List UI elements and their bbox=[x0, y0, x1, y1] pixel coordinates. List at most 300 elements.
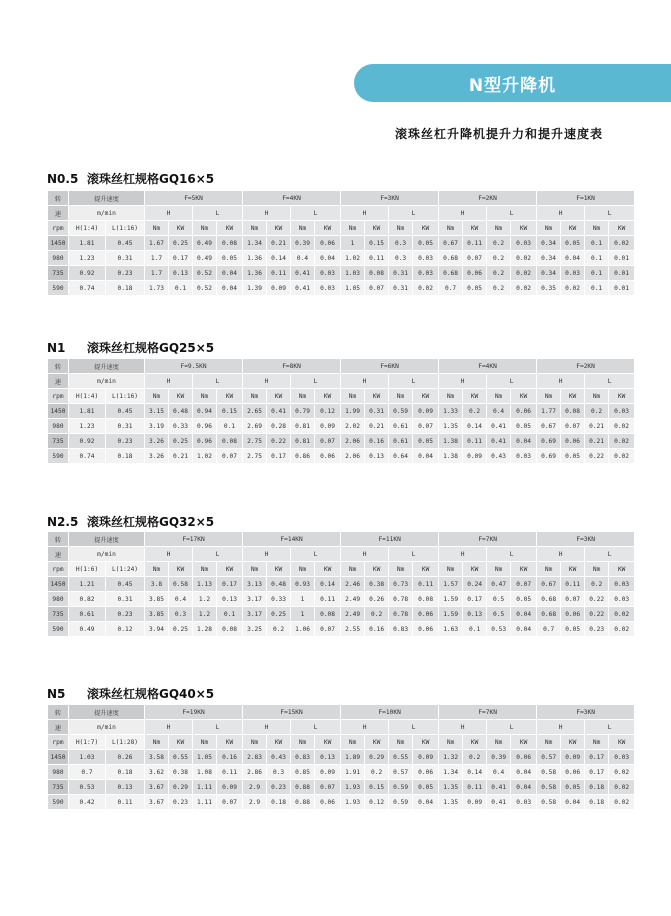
value-cell: 2.02 bbox=[341, 419, 364, 433]
value-cell: 0.17 bbox=[585, 765, 608, 779]
force-header: F=11KN bbox=[341, 532, 438, 546]
value-cell: 0.03 bbox=[413, 251, 438, 265]
value-cell: 1.7 bbox=[145, 251, 168, 265]
value-cell: 0.78 bbox=[389, 607, 412, 621]
speed-value: 1450 bbox=[48, 577, 68, 591]
force-header: F=2KN bbox=[537, 359, 634, 373]
nm-header: Nm bbox=[291, 389, 314, 403]
value-cell: 0.59 bbox=[389, 795, 412, 809]
value-cell: 0.03 bbox=[609, 404, 634, 418]
value-cell: 0.1 bbox=[585, 236, 608, 250]
nm-header: Nm bbox=[537, 562, 560, 576]
value-cell: 1.13 bbox=[193, 577, 216, 591]
value-cell: 0.12 bbox=[365, 795, 388, 809]
lift-speed-label: 提升速度 bbox=[69, 359, 144, 373]
value-cell: 0.17 bbox=[463, 592, 486, 606]
value-cell: 0.3 bbox=[267, 765, 290, 779]
value-cell: 0.13 bbox=[315, 750, 340, 764]
value-cell: 0.2 bbox=[463, 404, 486, 418]
value-cell: 1 bbox=[291, 592, 314, 606]
value-cell: 0.52 bbox=[193, 266, 216, 280]
value-cell: 3.25 bbox=[243, 622, 266, 636]
ratio-l: L(1:28) bbox=[106, 735, 144, 749]
value-cell: 0.04 bbox=[413, 449, 438, 463]
value-cell: 0.02 bbox=[609, 236, 634, 250]
section-name: 滚珠丝杠规格GQ25×5 bbox=[87, 341, 215, 355]
kw-header: KW bbox=[609, 221, 634, 235]
table-row bbox=[48, 434, 634, 448]
value-cell: 0.23 bbox=[169, 795, 192, 809]
value-cell: 0.13 bbox=[169, 266, 192, 280]
ratio-h: H(1:4) bbox=[69, 389, 105, 403]
h-header: H bbox=[439, 374, 486, 388]
speed-unit: m/min bbox=[69, 720, 144, 734]
value-cell: 0.48 bbox=[267, 577, 290, 591]
force-header: F=7KN bbox=[439, 705, 536, 719]
value-cell: 0.55 bbox=[169, 750, 192, 764]
value-cell: 0.2 bbox=[487, 266, 510, 280]
value-cell: 0.02 bbox=[609, 449, 634, 463]
h-header: H bbox=[243, 374, 290, 388]
value-cell: 0.58 bbox=[537, 765, 560, 779]
value-cell: 0.33 bbox=[169, 419, 192, 433]
lift-speed-l: 0.31 bbox=[106, 592, 144, 606]
speed-value: 980 bbox=[48, 765, 68, 779]
value-cell: 0.09 bbox=[315, 765, 340, 779]
value-cell: 3.85 bbox=[145, 592, 168, 606]
value-cell: 0.41 bbox=[487, 434, 510, 448]
value-cell: 0.22 bbox=[585, 449, 608, 463]
value-cell: 1.28 bbox=[193, 622, 216, 636]
force-header: F=1KN bbox=[537, 191, 634, 205]
l-header: L bbox=[389, 720, 438, 734]
value-cell: 0.07 bbox=[217, 449, 242, 463]
lift-speed-h: 1.03 bbox=[69, 750, 105, 764]
h-header: H bbox=[243, 720, 290, 734]
value-cell: 0.09 bbox=[267, 281, 290, 295]
value-cell: 0.07 bbox=[463, 251, 486, 265]
value-cell: 0.22 bbox=[267, 434, 290, 448]
section-title bbox=[47, 513, 214, 530]
value-cell: 0.38 bbox=[365, 577, 388, 591]
l-header: L bbox=[193, 206, 242, 220]
lift-speed-h: 0.53 bbox=[69, 780, 105, 794]
value-cell: 0.07 bbox=[315, 622, 340, 636]
speed-value: 1450 bbox=[48, 404, 68, 418]
nm-header: Nm bbox=[389, 562, 412, 576]
value-cell: 0.41 bbox=[487, 795, 510, 809]
value-cell: 0.05 bbox=[413, 434, 438, 448]
value-cell: 0.09 bbox=[463, 449, 486, 463]
value-cell: 1.59 bbox=[439, 607, 462, 621]
lift-speed-h: 1.21 bbox=[69, 577, 105, 591]
l-header: L bbox=[389, 374, 438, 388]
ratio-h: H(1:7) bbox=[69, 735, 105, 749]
kw-header: KW bbox=[169, 562, 192, 576]
value-cell: 0.69 bbox=[537, 434, 560, 448]
l-header: L bbox=[291, 547, 340, 561]
value-cell: 0.09 bbox=[315, 419, 340, 433]
value-cell: 1 bbox=[291, 607, 314, 621]
kw-header: KW bbox=[413, 735, 438, 749]
value-cell: 0.07 bbox=[413, 419, 438, 433]
value-cell: 0.16 bbox=[365, 622, 388, 636]
value-cell: 0.25 bbox=[267, 607, 290, 621]
force-header: F=3KN bbox=[341, 191, 438, 205]
h-header: H bbox=[243, 547, 290, 561]
value-cell: 0.05 bbox=[463, 281, 486, 295]
h-header: H bbox=[145, 374, 192, 388]
value-cell: 1.35 bbox=[439, 780, 462, 794]
lift-speed-h: 0.49 bbox=[69, 622, 105, 636]
value-cell: 0.13 bbox=[463, 607, 486, 621]
force-header: F=7KN bbox=[439, 532, 536, 546]
nm-header: Nm bbox=[487, 735, 510, 749]
h-header: H bbox=[537, 206, 584, 220]
table-row bbox=[48, 622, 634, 636]
value-cell: 0.21 bbox=[267, 236, 290, 250]
lift-speed-l: 0.23 bbox=[106, 607, 144, 621]
value-cell: 0.06 bbox=[315, 236, 340, 250]
value-cell: 0.24 bbox=[463, 577, 486, 591]
h-header: H bbox=[243, 206, 290, 220]
lift-speed-h: 0.42 bbox=[69, 795, 105, 809]
l-header: L bbox=[193, 547, 242, 561]
l-header: L bbox=[487, 547, 536, 561]
nm-header: Nm bbox=[487, 389, 510, 403]
speed-label-top: 转 bbox=[48, 359, 68, 373]
value-cell: 0.5 bbox=[487, 592, 510, 606]
value-cell: 1.05 bbox=[193, 750, 216, 764]
value-cell: 0.94 bbox=[193, 404, 216, 418]
value-cell: 3.26 bbox=[145, 434, 168, 448]
value-cell: 0.08 bbox=[413, 592, 438, 606]
value-cell: 0.05 bbox=[413, 236, 438, 250]
table-row bbox=[48, 795, 634, 809]
lift-speed-l: 0.23 bbox=[106, 434, 144, 448]
value-cell: 0.06 bbox=[315, 795, 340, 809]
speed-value: 590 bbox=[48, 622, 68, 636]
kw-header: KW bbox=[463, 562, 486, 576]
value-cell: 0.1 bbox=[585, 281, 608, 295]
value-cell: 0.68 bbox=[537, 607, 560, 621]
value-cell: 0.07 bbox=[315, 434, 340, 448]
lift-speed-h: 0.7 bbox=[69, 765, 105, 779]
value-cell: 0.06 bbox=[561, 434, 584, 448]
value-cell: 0.06 bbox=[511, 750, 536, 764]
lift-speed-label: 提升速度 bbox=[69, 191, 144, 205]
value-cell: 0.03 bbox=[561, 266, 584, 280]
section-title bbox=[47, 170, 214, 187]
value-cell: 0.16 bbox=[217, 750, 242, 764]
lift-speed-l: 0.45 bbox=[106, 577, 144, 591]
value-cell: 0.03 bbox=[511, 449, 536, 463]
value-cell: 0.34 bbox=[537, 236, 560, 250]
force-header: F=4KN bbox=[439, 359, 536, 373]
value-cell: 0.88 bbox=[291, 780, 314, 794]
speed-value: 1450 bbox=[48, 750, 68, 764]
value-cell: 2.06 bbox=[341, 434, 364, 448]
value-cell: 1.02 bbox=[193, 449, 216, 463]
kw-header: KW bbox=[365, 562, 388, 576]
l-header: L bbox=[585, 547, 634, 561]
value-cell: 0.06 bbox=[315, 449, 340, 463]
table-row bbox=[48, 607, 634, 621]
kw-header: KW bbox=[267, 389, 290, 403]
value-cell: 0.1 bbox=[463, 622, 486, 636]
value-cell: 0.78 bbox=[389, 592, 412, 606]
kw-header: KW bbox=[365, 389, 388, 403]
value-cell: 0.05 bbox=[561, 449, 584, 463]
value-cell: 3.26 bbox=[145, 449, 168, 463]
h-header: H bbox=[439, 547, 486, 561]
value-cell: 0.4 bbox=[291, 251, 314, 265]
nm-header: Nm bbox=[487, 221, 510, 235]
value-cell: 2.65 bbox=[243, 404, 266, 418]
kw-header: KW bbox=[561, 562, 584, 576]
l-header: L bbox=[585, 374, 634, 388]
value-cell: 0.7 bbox=[537, 622, 560, 636]
table-row bbox=[48, 236, 634, 250]
kw-header: KW bbox=[511, 735, 536, 749]
value-cell: 0.18 bbox=[585, 780, 608, 794]
speed-value: 590 bbox=[48, 795, 68, 809]
kw-header: KW bbox=[365, 735, 388, 749]
value-cell: 0.33 bbox=[267, 592, 290, 606]
value-cell: 0.67 bbox=[537, 577, 560, 591]
value-cell: 0.69 bbox=[537, 449, 560, 463]
l-header: L bbox=[291, 720, 340, 734]
value-cell: 0.07 bbox=[561, 592, 584, 606]
value-cell: 3.58 bbox=[145, 750, 168, 764]
speed-value: 590 bbox=[48, 281, 68, 295]
value-cell: 0.02 bbox=[413, 281, 438, 295]
value-cell: 3.94 bbox=[145, 622, 168, 636]
value-cell: 0.02 bbox=[561, 281, 584, 295]
section-name: 滚珠丝杠规格GQ40×5 bbox=[87, 687, 215, 701]
value-cell: 0.53 bbox=[487, 622, 510, 636]
value-cell: 0.12 bbox=[315, 404, 340, 418]
speed-value: 735 bbox=[48, 266, 68, 280]
value-cell: 1.38 bbox=[439, 449, 462, 463]
value-cell: 1.77 bbox=[537, 404, 560, 418]
rpm-label: rpm bbox=[48, 389, 68, 403]
value-cell: 0.85 bbox=[291, 765, 314, 779]
value-cell: 0.61 bbox=[389, 434, 412, 448]
value-cell: 1.35 bbox=[439, 419, 462, 433]
value-cell: 0.05 bbox=[561, 236, 584, 250]
nm-header: Nm bbox=[291, 735, 314, 749]
value-cell: 0.67 bbox=[537, 419, 560, 433]
l-header: L bbox=[193, 720, 242, 734]
speed-unit: m/min bbox=[69, 206, 144, 220]
h-header: H bbox=[439, 720, 486, 734]
value-cell: 0.35 bbox=[537, 281, 560, 295]
value-cell: 0.04 bbox=[511, 607, 536, 621]
value-cell: 3.85 bbox=[145, 607, 168, 621]
value-cell: 0.57 bbox=[389, 765, 412, 779]
value-cell: 1.35 bbox=[439, 795, 462, 809]
speed-unit: m/min bbox=[69, 374, 144, 388]
page-banner: N型升降机 bbox=[354, 64, 671, 102]
lift-speed-l: 0.45 bbox=[106, 404, 144, 418]
rpm-label: rpm bbox=[48, 221, 68, 235]
kw-header: KW bbox=[315, 735, 340, 749]
value-cell: 0.05 bbox=[561, 780, 584, 794]
value-cell: 0.06 bbox=[511, 404, 536, 418]
value-cell: 0.03 bbox=[609, 577, 634, 591]
value-cell: 0.1 bbox=[217, 607, 242, 621]
kw-header: KW bbox=[217, 562, 242, 576]
speed-value: 980 bbox=[48, 251, 68, 265]
kw-header: KW bbox=[413, 562, 438, 576]
l-header: L bbox=[193, 374, 242, 388]
speed-label-bottom: 速 bbox=[48, 206, 68, 220]
value-cell: 0.29 bbox=[365, 750, 388, 764]
value-cell: 0.11 bbox=[463, 434, 486, 448]
section-code: N5 bbox=[47, 687, 66, 701]
value-cell: 3.13 bbox=[243, 577, 266, 591]
value-cell: 1.11 bbox=[193, 780, 216, 794]
table-row bbox=[48, 592, 634, 606]
value-cell: 0.09 bbox=[217, 780, 242, 794]
nm-header: Nm bbox=[389, 221, 412, 235]
force-header: F=2KN bbox=[439, 191, 536, 205]
force-header: F=5KN bbox=[145, 191, 242, 205]
section-code: N2.5 bbox=[47, 515, 79, 529]
kw-header: KW bbox=[511, 389, 536, 403]
kw-header: KW bbox=[511, 562, 536, 576]
ratio-h: H(1:6) bbox=[69, 562, 105, 576]
h-header: H bbox=[537, 374, 584, 388]
kw-header: KW bbox=[217, 735, 242, 749]
value-cell: 0.02 bbox=[511, 251, 536, 265]
kw-header: KW bbox=[561, 735, 584, 749]
lift-speed-h: 1.23 bbox=[69, 251, 105, 265]
nm-header: Nm bbox=[487, 562, 510, 576]
lift-speed-l: 0.45 bbox=[106, 236, 144, 250]
kw-header: KW bbox=[463, 221, 486, 235]
nm-header: Nm bbox=[243, 735, 266, 749]
value-cell: 3.67 bbox=[145, 795, 168, 809]
value-cell: 0.41 bbox=[267, 404, 290, 418]
table-row bbox=[48, 449, 634, 463]
lift-speed-l: 0.18 bbox=[106, 449, 144, 463]
value-cell: 0.43 bbox=[487, 449, 510, 463]
value-cell: 2.06 bbox=[341, 449, 364, 463]
value-cell: 1.59 bbox=[439, 592, 462, 606]
value-cell: 0.01 bbox=[609, 281, 634, 295]
value-cell: 1.34 bbox=[439, 765, 462, 779]
force-header: F=19KN bbox=[145, 705, 242, 719]
kw-header: KW bbox=[561, 221, 584, 235]
value-cell: 0.16 bbox=[365, 434, 388, 448]
nm-header: Nm bbox=[145, 221, 168, 235]
value-cell: 1.03 bbox=[341, 266, 364, 280]
page-subtitle: 滚珠丝杠升降机提升力和提升速度表 bbox=[395, 127, 604, 141]
h-header: H bbox=[537, 547, 584, 561]
value-cell: 0.59 bbox=[389, 780, 412, 794]
value-cell: 0.17 bbox=[585, 750, 608, 764]
value-cell: 1.05 bbox=[341, 281, 364, 295]
value-cell: 2.49 bbox=[341, 607, 364, 621]
value-cell: 1.91 bbox=[341, 765, 364, 779]
value-cell: 0.08 bbox=[315, 607, 340, 621]
nm-header: Nm bbox=[585, 389, 608, 403]
value-cell: 0.96 bbox=[193, 419, 216, 433]
value-cell: 1.36 bbox=[243, 251, 266, 265]
value-cell: 2.55 bbox=[341, 622, 364, 636]
value-cell: 0.21 bbox=[365, 419, 388, 433]
speed-value: 980 bbox=[48, 592, 68, 606]
value-cell: 0.04 bbox=[561, 795, 584, 809]
value-cell: 2.83 bbox=[243, 750, 266, 764]
value-cell: 0.68 bbox=[439, 266, 462, 280]
kw-header: KW bbox=[463, 735, 486, 749]
kw-header: KW bbox=[315, 562, 340, 576]
l-header: L bbox=[487, 720, 536, 734]
value-cell: 1.73 bbox=[145, 281, 168, 295]
h-header: H bbox=[145, 206, 192, 220]
value-cell: 0.4 bbox=[487, 765, 510, 779]
spec-table bbox=[47, 190, 635, 296]
lift-speed-l: 0.26 bbox=[106, 750, 144, 764]
value-cell: 1.2 bbox=[193, 607, 216, 621]
force-header: F=14KN bbox=[243, 532, 340, 546]
value-cell: 0.13 bbox=[217, 592, 242, 606]
speed-value: 1450 bbox=[48, 236, 68, 250]
value-cell: 0.18 bbox=[267, 795, 290, 809]
value-cell: 0.15 bbox=[365, 780, 388, 794]
value-cell: 0.5 bbox=[487, 607, 510, 621]
table-row bbox=[48, 404, 634, 418]
value-cell: 0.06 bbox=[413, 622, 438, 636]
value-cell: 0.04 bbox=[315, 251, 340, 265]
section-code: N1 bbox=[47, 341, 66, 355]
value-cell: 0.26 bbox=[365, 592, 388, 606]
value-cell: 0.23 bbox=[267, 780, 290, 794]
value-cell: 0.25 bbox=[169, 236, 192, 250]
value-cell: 0.04 bbox=[511, 780, 536, 794]
section-title bbox=[47, 339, 214, 356]
value-cell: 2.69 bbox=[243, 419, 266, 433]
kw-header: KW bbox=[609, 562, 634, 576]
value-cell: 0.03 bbox=[609, 592, 634, 606]
value-cell: 0.81 bbox=[291, 434, 314, 448]
nm-header: Nm bbox=[439, 389, 462, 403]
value-cell: 0.31 bbox=[389, 281, 412, 295]
value-cell: 0.41 bbox=[291, 281, 314, 295]
value-cell: 0.93 bbox=[291, 577, 314, 591]
value-cell: 0.11 bbox=[561, 577, 584, 591]
kw-header: KW bbox=[413, 221, 438, 235]
speed-label-bottom: 速 bbox=[48, 547, 68, 561]
value-cell: 0.23 bbox=[585, 622, 608, 636]
value-cell: 0.05 bbox=[217, 251, 242, 265]
value-cell: 0.06 bbox=[413, 765, 438, 779]
value-cell: 0.11 bbox=[463, 236, 486, 250]
nm-header: Nm bbox=[585, 221, 608, 235]
value-cell: 0.2 bbox=[585, 577, 608, 591]
nm-header: Nm bbox=[439, 221, 462, 235]
value-cell: 0.68 bbox=[537, 592, 560, 606]
value-cell: 0.02 bbox=[511, 281, 536, 295]
value-cell: 0.58 bbox=[169, 577, 192, 591]
value-cell: 0.21 bbox=[169, 449, 192, 463]
value-cell: 0.41 bbox=[487, 419, 510, 433]
value-cell: 0.05 bbox=[511, 419, 536, 433]
value-cell: 0.06 bbox=[413, 607, 438, 621]
